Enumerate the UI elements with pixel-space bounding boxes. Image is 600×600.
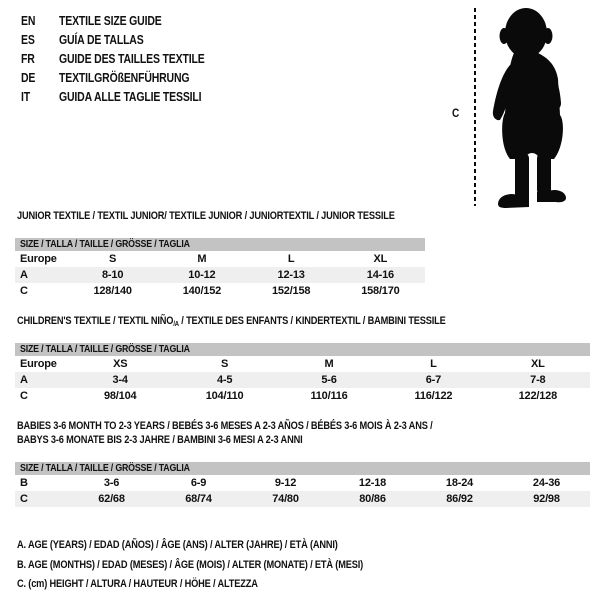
table-row: [15, 372, 590, 388]
table-cell: 3-4: [112, 374, 128, 386]
language-title: TEXTILE SIZE GUIDE: [59, 14, 162, 28]
table-title-line: [17, 209, 425, 223]
table-cell: 24-36: [532, 477, 561, 489]
table-cell: 128/140: [93, 285, 132, 297]
table-row: [15, 475, 590, 491]
legend: [17, 536, 429, 595]
language-code: DE: [21, 71, 36, 85]
language-title: GUIDE DES TAILLES TEXTILE: [59, 52, 205, 66]
table-cell: 12-18: [358, 477, 387, 489]
row-label: Europe: [20, 358, 57, 370]
row-label: A: [20, 269, 28, 281]
table-cell: XL: [531, 358, 545, 370]
legend-line: [17, 575, 429, 595]
legend-text: B. AGE (MONTHS) / EDAD (MESES) / ÂGE (MOIS) / ALTER (MONATE) / ETÀ (MESI): [17, 558, 364, 571]
size-header-bar: [15, 343, 590, 356]
height-measure-label: [452, 106, 460, 120]
language-row: [21, 88, 232, 107]
legend-text: A. AGE (YEARS) / EDAD (AÑOS) / ÂGE (ANS) / ALTER (JAHRE) / ETÀ (ANNI): [17, 539, 338, 551]
table-cell: M: [324, 358, 334, 370]
row-label: Europe: [20, 253, 57, 265]
language-row: [21, 69, 232, 88]
size-header-label: SIZE / TALLA / TAILLE / GRÖSSE / TAGLIA: [20, 344, 190, 355]
table-title-line: [17, 419, 590, 433]
size-header-label: SIZE / TALLA / TAILLE / GRÖSSE / TAGLIA: [20, 239, 190, 250]
language-code: ES: [21, 33, 35, 47]
table-cell: XL: [373, 253, 388, 265]
table-cell: 86/92: [446, 493, 473, 505]
table-title: [15, 314, 590, 328]
table-row: [15, 356, 590, 372]
table-title-line: [17, 314, 590, 328]
height-measure-dashed-line: [474, 8, 476, 206]
table-row: [15, 283, 425, 299]
table-cell: XS: [113, 358, 128, 370]
babies-textile-section: [15, 419, 590, 507]
size-header-bar: [15, 462, 590, 475]
table-cell: S: [221, 358, 229, 370]
size-header-label: SIZE / TALLA / TAILLE / GRÖSSE / TAGLIA: [20, 463, 190, 474]
table-row: [15, 388, 590, 404]
table-cell: 18-24: [445, 477, 474, 489]
table-title-text: BABYS 3-6 MONATE BIS 2-3 JAHRE / BAMBINI 3-6 MESI A 2-3 ANNI: [17, 434, 303, 446]
table-cell: 12-13: [277, 269, 305, 281]
table-cell: 5-6: [321, 374, 337, 386]
table-title: [15, 209, 425, 223]
row-label: C: [20, 390, 28, 402]
table-cell: 62/68: [98, 493, 125, 505]
table-title-text: BABIES 3-6 MONTH TO 2-3 YEARS / BEBÉS 3-6 MESES A 2-3 AÑOS / BÉBÉS 3-6 MOIS À 2-3 ANS /: [17, 420, 433, 432]
language-row: [21, 31, 232, 50]
legend-line: [17, 536, 429, 556]
table-title-text: CHILDREN'S TEXTILE / TEXTIL $NIÑO_{/A}$ / TEXTILE DES ENFANTS / KINDERTEXTIL / BAMBINI TESSILE: [17, 315, 446, 328]
table-cell: 110/116: [310, 390, 348, 402]
language-row: [21, 12, 232, 31]
row-label: B: [20, 477, 28, 489]
table-cell: L: [430, 358, 437, 370]
language-title: GUIDA ALLE TAGLIE TESSILI: [59, 90, 202, 104]
table-title-line: [17, 433, 590, 447]
table-cell: 6-7: [425, 374, 442, 386]
row-label: A: [20, 374, 28, 386]
table-cell: 104/110: [205, 390, 244, 402]
language-code: FR: [21, 52, 35, 66]
table-cell: 3-6: [103, 477, 120, 489]
childrens-textile-section: [15, 314, 590, 404]
table-cell: 4-5: [216, 374, 233, 386]
table-title: [15, 419, 590, 447]
language-list: [21, 12, 232, 107]
table-row: [15, 491, 590, 507]
language-title: TEXTILGRÖßENFÜHRUNG: [59, 71, 190, 85]
table-cell: S: [109, 253, 117, 265]
table-cell: 68/74: [185, 493, 212, 505]
table-cell: 74/80: [272, 493, 299, 505]
language-title: GUÍA DE TALLAS: [59, 33, 144, 47]
junior-textile-section: [15, 209, 425, 299]
table-cell: 7-8: [530, 374, 546, 386]
table-cell: M: [197, 253, 207, 265]
table-cell: 98/104: [103, 390, 137, 402]
language-code: EN: [21, 14, 36, 28]
size-header-bar: [15, 238, 425, 251]
legend-line: [17, 556, 429, 576]
table-row: [15, 267, 425, 283]
table-cell: 92/98: [533, 493, 560, 505]
table-row: [15, 251, 425, 267]
table-cell: L: [287, 253, 295, 265]
table-cell: 6-9: [190, 477, 207, 489]
baby-silhouette-icon: [484, 6, 576, 208]
legend-text: C. (cm) HEIGHT / ALTURA / HAUTEUR / HÖHE / ALTEZZA: [17, 578, 258, 590]
row-label: C: [20, 285, 28, 297]
row-label: C: [20, 493, 28, 505]
table-cell: 14-16: [366, 269, 394, 281]
table-cell: 8-10: [102, 269, 124, 281]
table-cell: 158/170: [361, 285, 400, 297]
table-cell: 152/158: [271, 285, 311, 297]
table-title-text: JUNIOR TEXTILE / TEXTIL JUNIOR/ TEXTILE JUNIOR / JUNIORTEXTIL / JUNIOR TESSILE: [17, 210, 395, 222]
table-cell: 9-12: [274, 477, 297, 489]
table-cell: 116/122: [414, 390, 453, 402]
table-cell: 122/128: [518, 390, 558, 402]
table-cell: 80/86: [359, 493, 386, 505]
language-code: IT: [21, 90, 31, 104]
table-cell: 10-12: [188, 269, 216, 281]
language-row: [21, 50, 232, 69]
measure-letter: C: [452, 106, 460, 120]
table-cell: 140/152: [182, 285, 222, 297]
